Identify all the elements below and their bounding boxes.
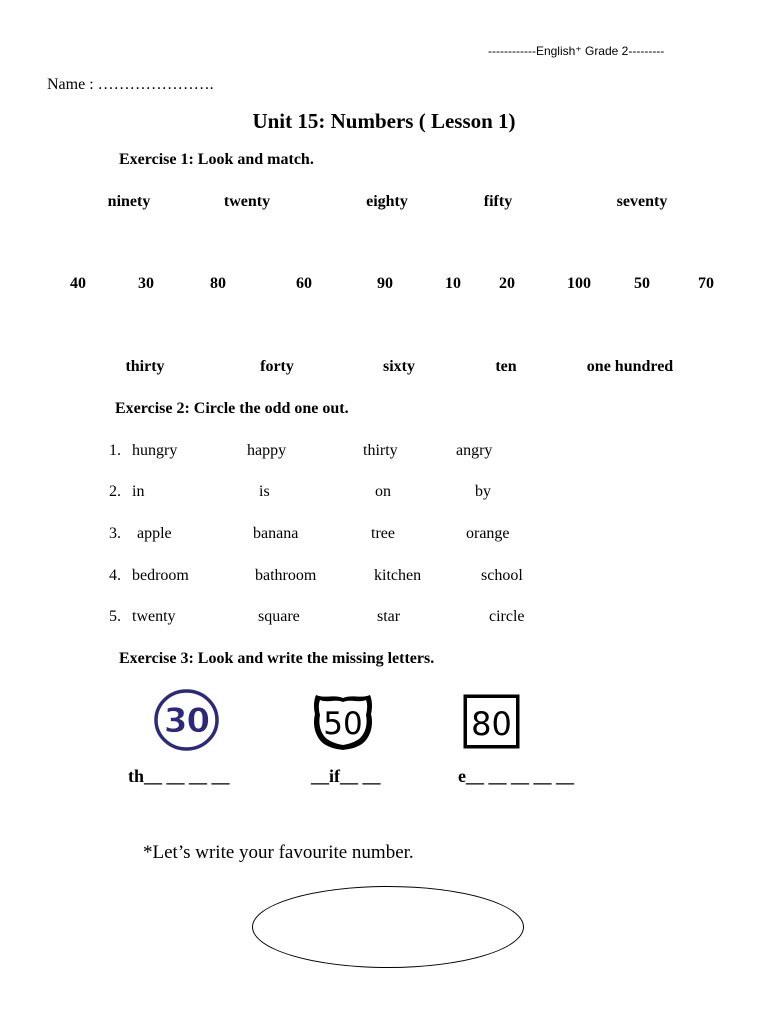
- favourite-number-prompt: *Let’s write your favourite number.: [143, 842, 414, 863]
- exercise1-heading: Exercise 1: Look and match.: [119, 151, 314, 168]
- item-number: 4.: [109, 567, 121, 584]
- match-word-bottom: thirty: [125, 358, 165, 375]
- odd-word-option[interactable]: happy: [247, 442, 287, 459]
- odd-word-option[interactable]: kitchen: [374, 567, 422, 584]
- match-word-top: seventy: [616, 193, 668, 210]
- odd-word-option[interactable]: star: [377, 608, 401, 625]
- odd-word-option[interactable]: school: [481, 567, 523, 584]
- match-number: 100: [567, 275, 591, 292]
- sign-number-text: 30: [163, 701, 210, 741]
- odd-word-option[interactable]: banana: [253, 525, 299, 542]
- match-number: 70: [698, 275, 714, 292]
- odd-word-option[interactable]: orange: [466, 525, 510, 542]
- odd-word-option[interactable]: hungry: [132, 442, 178, 459]
- sign-number-text: 80: [471, 705, 512, 743]
- item-number: 1.: [109, 442, 121, 459]
- exercise2-heading: Exercise 2: Circle the odd one out.: [115, 400, 349, 417]
- match-word-bottom: forty: [260, 358, 294, 375]
- circle-speed-sign-icon: [154, 689, 219, 751]
- item-number: 2.: [109, 483, 121, 500]
- header-note: ------------English⁺ Grade 2---------: [488, 44, 665, 58]
- match-number: 50: [634, 275, 650, 292]
- match-number: 10: [445, 275, 461, 292]
- odd-word-option[interactable]: circle: [489, 608, 525, 625]
- missing-letters-blank[interactable]: e__ __ __ __ __: [458, 766, 574, 786]
- answer-oval[interactable]: [252, 886, 524, 968]
- odd-word-option[interactable]: square: [258, 608, 300, 625]
- match-number: 20: [499, 275, 515, 292]
- match-number: 40: [70, 275, 86, 292]
- match-number: 90: [377, 275, 393, 292]
- odd-word-option[interactable]: thirty: [363, 442, 398, 459]
- sign-number-text: 50: [323, 706, 363, 742]
- match-number: 80: [210, 275, 226, 292]
- match-word-bottom: ten: [495, 358, 517, 375]
- match-word-top: fifty: [483, 193, 513, 210]
- odd-word-option[interactable]: bedroom: [132, 567, 189, 584]
- match-word-top: eighty: [366, 193, 408, 210]
- match-word-bottom: sixty: [383, 358, 415, 375]
- odd-word-option[interactable]: tree: [371, 525, 395, 542]
- match-word-top: twenty: [223, 193, 271, 210]
- odd-word-option[interactable]: angry: [456, 442, 493, 459]
- odd-word-option[interactable]: apple: [137, 525, 172, 542]
- exercise3-heading: Exercise 3: Look and write the missing letters.: [119, 650, 435, 667]
- odd-word-option[interactable]: in: [132, 483, 145, 500]
- match-number: 60: [296, 275, 312, 292]
- match-word-top: ninety: [107, 193, 151, 210]
- item-number: 3.: [109, 525, 121, 542]
- shield-highway-sign-icon: [312, 692, 374, 751]
- odd-word-option[interactable]: is: [259, 483, 270, 500]
- name-line: Name : ………………….: [47, 76, 214, 93]
- missing-letters-blank[interactable]: __if__ __: [311, 766, 381, 786]
- missing-letters-blank[interactable]: th__ __ __ __: [128, 766, 230, 786]
- odd-word-option[interactable]: on: [375, 483, 391, 500]
- odd-word-option[interactable]: twenty: [132, 608, 176, 625]
- page-title: Unit 15: Numbers ( Lesson 1): [252, 109, 516, 133]
- match-number: 30: [138, 275, 154, 292]
- item-number: 5.: [109, 608, 121, 625]
- square-route-sign-icon: [462, 693, 521, 750]
- odd-word-option[interactable]: bathroom: [255, 567, 317, 584]
- match-word-bottom: one hundred: [586, 358, 674, 375]
- odd-word-option[interactable]: by: [475, 483, 491, 500]
